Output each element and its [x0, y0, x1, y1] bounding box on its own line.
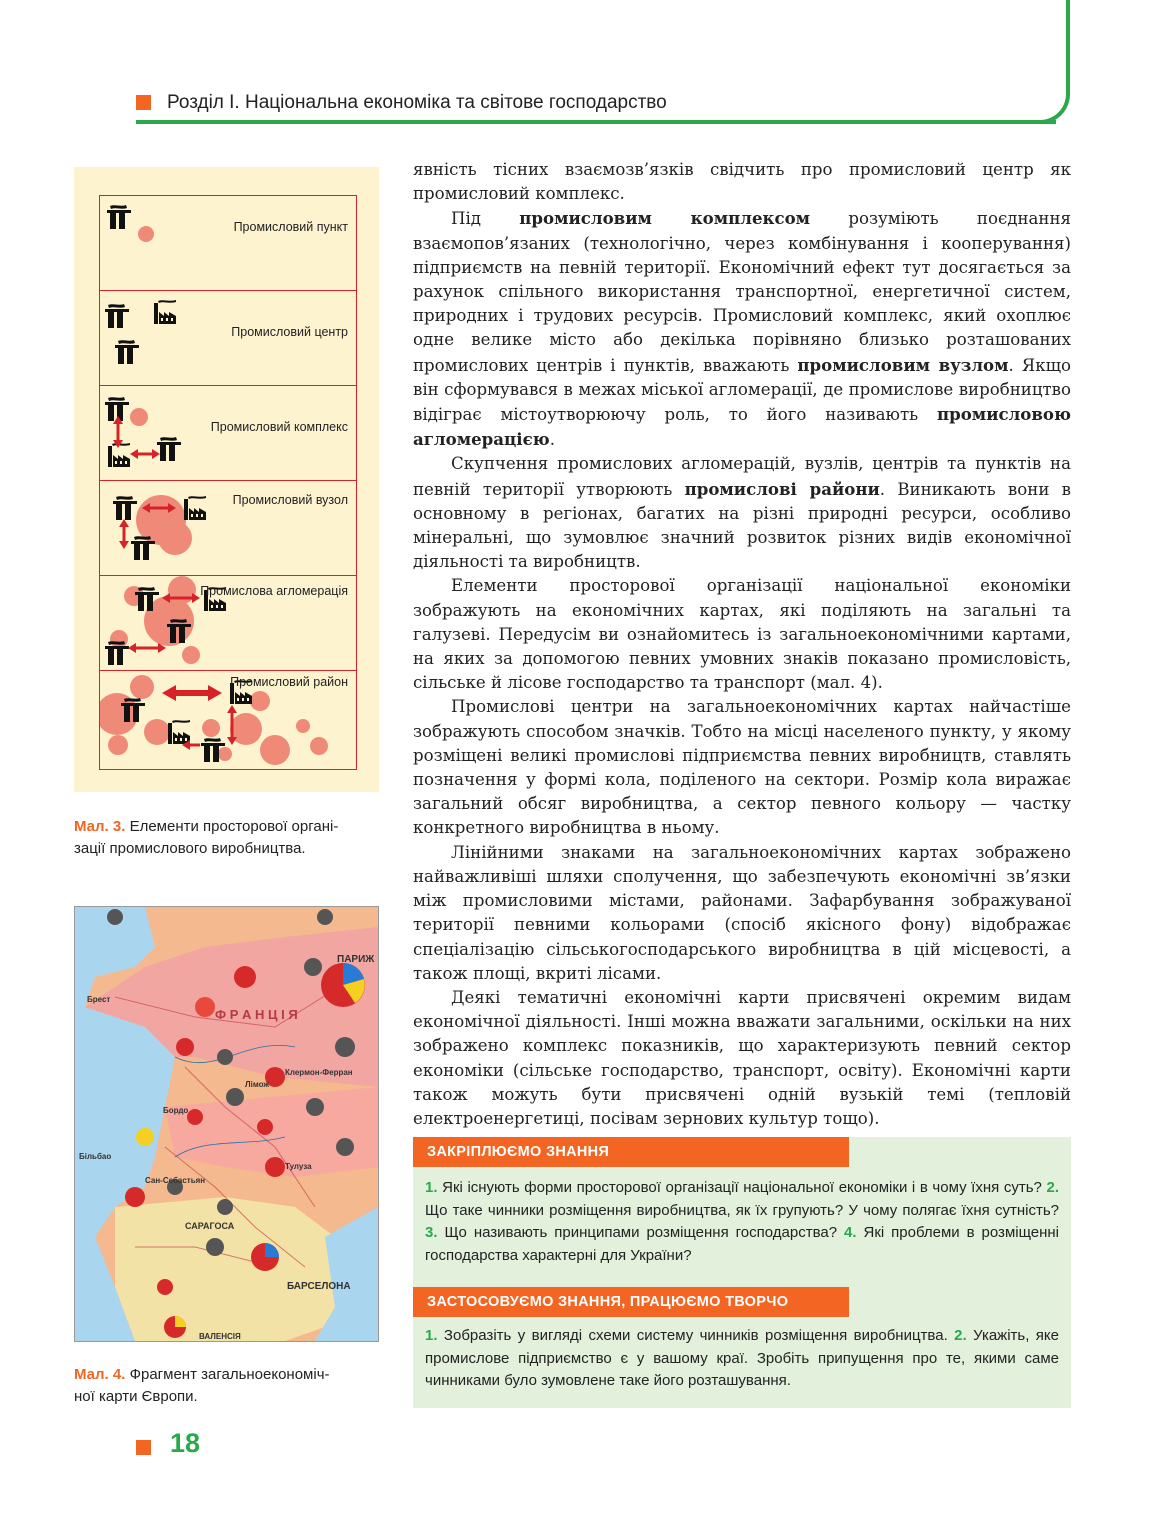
- diagram-label: Промислова агломерація: [200, 584, 348, 598]
- header-bullet-square: [136, 95, 151, 110]
- review-questions: 1. Які існують форми просторової організації національної економіки і в чому їхня суть? 2. Що таке чинники розміщення виробництва, як їх групують? У чому полягає їхня сутність? 3. Що називають принципами розміщення господарства? 4. Які проблеми в розміщенні господарства характерні для України?: [425, 1179, 1059, 1264]
- body-text: [413, 158, 1071, 1131]
- diagram-label: Промисловий комплекс: [210, 420, 348, 434]
- diagram-label: Промисловий пункт: [233, 220, 348, 234]
- paragraph: Деякі тематичні економічні карти присвячені окремим видам економічної діяльності. Інші можна вважати загальними, оскільки на них зображено комплекс показників, що характеризують певний сектор економіки (сільське господарство, транспорт, освіту). Економічні карти також можуть бути присвячені одній вузькій темі (тепловій електроенергетиці, посівам зернових культур тощо).: [413, 987, 1071, 1128]
- map-label: Ф Р А Н Ц І Я: [215, 1007, 298, 1022]
- diagram-label: Промисловий центр: [231, 325, 348, 339]
- paragraph: Елементи просторової організації національної економіки зображують на економічних картах, які поділяють на загальні та галузеві. Передусім ви ознайомитесь із загальноекономічними картами, на яких за допомогою певних умовних знаків показано промисловість, сільське й лісове господарство та транспорт (мал. 4).: [413, 576, 1071, 693]
- figure-4-caption: Мал. 4. Фрагмент загальноекономіч- ної карти Європи.: [74, 1366, 330, 1405]
- paragraph: Промислові центри на загальноекономічних картах найчастіше зображують способом значків. Тобто на місці населеного пункту, у якому розміщені великі промислові підприємства певних виробництв, ставлять позначення у формі кола, поділеного на сектори. Розмір кола виражає загальний обсяг виробництва, а сектор певного кольору — частку конкретного виробництва в ньому.: [413, 697, 1071, 838]
- diagram-row-node: [99, 480, 357, 576]
- practice-box-title: ЗАСТОСОВУЄМО ЗНАННЯ, ПРАЦЮЄМО ТВОРЧО: [413, 1287, 849, 1317]
- diagram-row-agglomeration: [99, 575, 357, 671]
- page-number-square: [136, 1440, 151, 1455]
- factory-icon: [106, 204, 134, 230]
- figure-4-map: [74, 906, 379, 1342]
- diagram-row-center: [99, 290, 357, 386]
- map-label: Лімож: [245, 1080, 270, 1089]
- map-label: Сан-Себастьян: [145, 1176, 206, 1185]
- diagram-row-district: [99, 670, 357, 770]
- map-label: БАРСЕЛОНА: [287, 1281, 351, 1292]
- map-label: Тулуза: [285, 1162, 312, 1171]
- figure-3-diagram: [74, 167, 379, 792]
- paragraph: Лінійними знаками на загальноекономічних картах зображено найважливіші шляхи сполучення, що забезпечують економічні зв’язки між промисловими містами, районами. Зафарбування зображуваної території певними кольорами (спосіб якісного фону) відображає спеціалізацію сільськогосподарського виробництва в цій місцевості, а також площі, вкриті лісами.: [413, 842, 1071, 983]
- paragraph: явність тісних взаємозв’язків свідчить про промисловий центр як промисловий комплекс.: [413, 160, 1071, 204]
- diagram-label: Промисловий район: [230, 675, 348, 689]
- header-decor-curve: [1000, 0, 1070, 124]
- practice-box: [413, 1287, 1071, 1408]
- review-box: [413, 1137, 1071, 1287]
- review-box-title: ЗАКРІПЛЮЄМО ЗНАННЯ: [413, 1137, 849, 1167]
- map-label: Клермон-Ферран: [285, 1068, 353, 1077]
- header-rule: [136, 120, 1056, 124]
- map-label: САРАГОСА: [185, 1221, 235, 1231]
- diagram-label: Промисловий вузол: [232, 493, 348, 507]
- map-label: Бордо: [163, 1106, 189, 1115]
- map-label: ВАЛЕНСІЯ: [199, 1332, 241, 1341]
- diagram-row-point: [99, 195, 357, 291]
- section-title: Розділ І. Національна економіка та світове господарство: [167, 92, 667, 113]
- map-label: ПАРИЖ: [337, 954, 375, 965]
- link-arrows: [100, 481, 220, 576]
- practice-tasks: 1. Зобразіть у вигляді схеми систему чинників розміщення виробництва. 2. Укажіть, яке промислове підприємство є у вашому краї. Зробіть припущення про те, якими саме чинниками було зумовлене таке його розташування.: [425, 1327, 1059, 1389]
- link-arrows: [100, 386, 220, 481]
- paragraph: Під промисловим комплексом розуміють поєднання взаємопов’язаних (технологічно, через комбінування і кооперування) підприємств на певній території. Економічний ефект тут досягається за рахунок спільного використання транспортної, енергетичної систем, природних і трудових ресурсів. Промисловий комплекс, який охоплює одне велике місто або декілька порівняно близько розташованих промислових центрів і пунктів, вважають промисловим вузлом. Якщо він сформувався в межах міської агломерації, де промислове виробництво відіграє містоутворюючу роль, то його називають промисловою агломерацією.: [413, 208, 1071, 450]
- factory-icon: [150, 299, 178, 325]
- page-number: 18: [170, 1428, 201, 1458]
- map-label: Більбао: [79, 1152, 112, 1161]
- factory-icon: [104, 303, 132, 329]
- paragraph: Скупчення промислових агломерацій, вузлів, центрів та пунктів на певній території утворюють промислові райони. Виникають вони в основному в регіонах, багатих на різні природні ресурси, особливо мінеральні, що зумовлює значний розвиток різних видів економічної діяльності та виробництв.: [413, 454, 1071, 572]
- diagram-row-complex: [99, 385, 357, 481]
- factory-icon: [114, 339, 142, 365]
- figure-3-caption: Мал. 3. Елементи просторової органі- зації промислового виробництва.: [74, 818, 339, 857]
- map-label: Брест: [87, 995, 111, 1004]
